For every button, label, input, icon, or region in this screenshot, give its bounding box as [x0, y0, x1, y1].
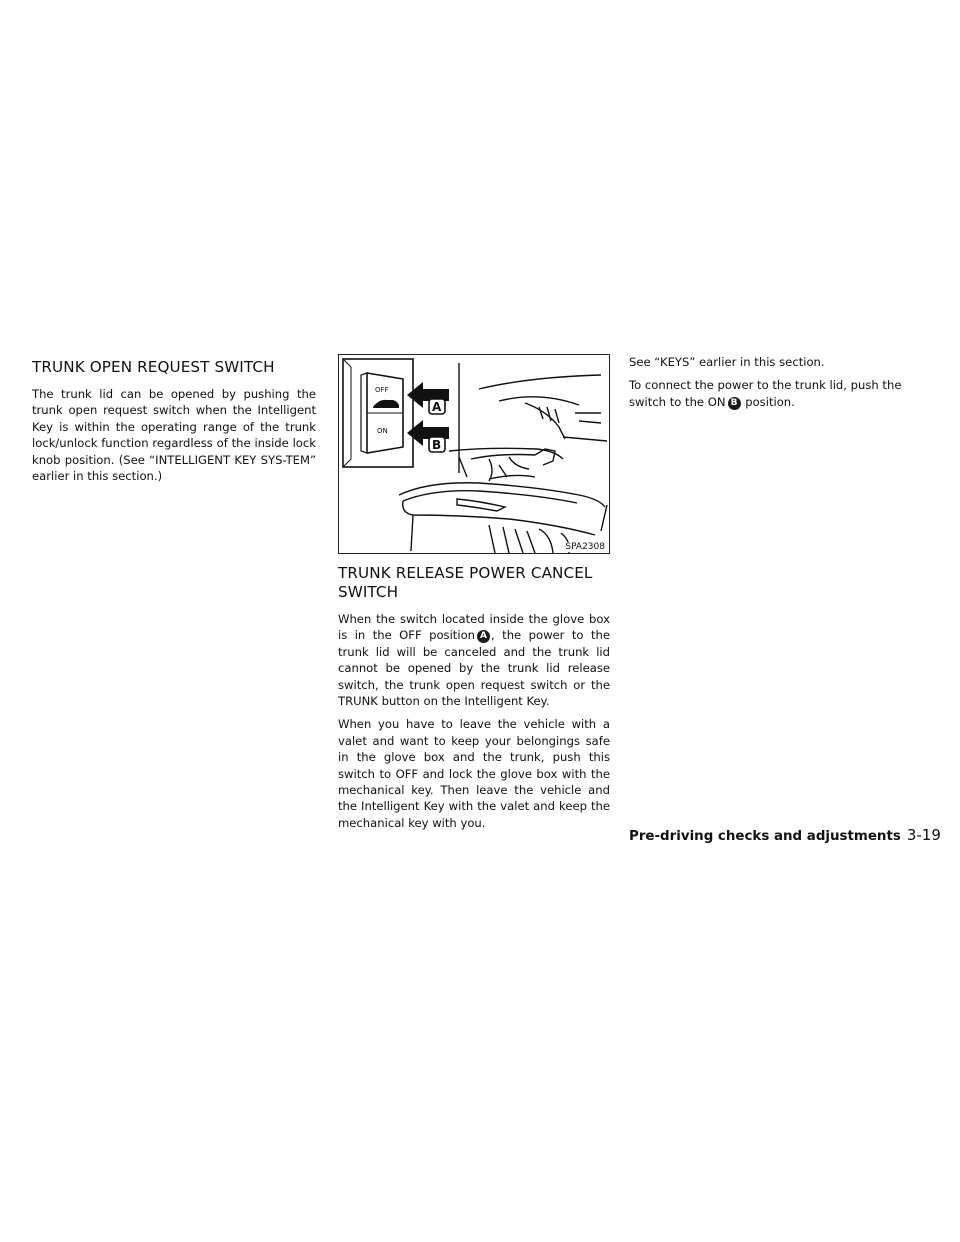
callout-a-label: A [432, 400, 442, 414]
middle-column [338, 354, 610, 838]
see-keys-paragraph: See “KEYS” earlier in this section. [629, 355, 825, 369]
glove-box-switch-illustration [339, 355, 609, 553]
trunk-release-paragraph-2: When you have to leave the vehicle with a valet and want to keep your belongings safe in the glove box and the trunk, push this switch to OFF and lock the glove box with the mechanical key. Then leave the vehicle and the Intelligent Key with the valet and keep the mechanical key with you. [338, 717, 610, 830]
trunk-open-request-heading: TRUNK OPEN REQUEST SWITCH [32, 358, 275, 376]
footer-section-title: Pre-driving checks and adjustments [629, 829, 901, 844]
connect-power-paragraph [629, 377, 911, 410]
switch-on-label: ON [377, 427, 388, 435]
switch-off-label: OFF [375, 386, 389, 394]
callout-b-label: B [432, 438, 442, 452]
marker-a-icon: A [477, 630, 490, 643]
page-number: 3-19 [906, 826, 941, 844]
trunk-release-power-cancel-heading: TRUNK RELEASE POWER CANCEL SWITCH [338, 564, 593, 601]
figure-code: SPA2308 [565, 542, 605, 552]
connect-power-after: position. [745, 394, 795, 409]
trunk-release-p1-before: When the switch located inside the glove box is in the OFF position [338, 612, 610, 643]
left-column [32, 358, 316, 491]
connect-power-before: To connect the power to the trunk lid, push the switch to the ON [629, 378, 902, 409]
trunk-release-p1-after: , the power to the trunk lid will be canceled and the trunk lid cannot be opened by the trunk lid release switch, the trunk open request switch or the TRUNK button on the Intelligent Key. [338, 628, 610, 709]
right-column [629, 354, 911, 417]
page-footer [629, 826, 941, 846]
trunk-open-request-paragraph: The trunk lid can be opened by pushing the trunk open request switch when the Intelligent Key is within the operating range of the trunk lock/unlock function regardless of the inside lock knob position. (See “INTELLIGENT KEY SYS-TEM” earlier in this section.) [32, 387, 316, 484]
marker-b-icon: B [728, 397, 741, 410]
glove-box-switch-figure [338, 354, 610, 554]
trunk-release-paragraph-1 [338, 611, 610, 709]
